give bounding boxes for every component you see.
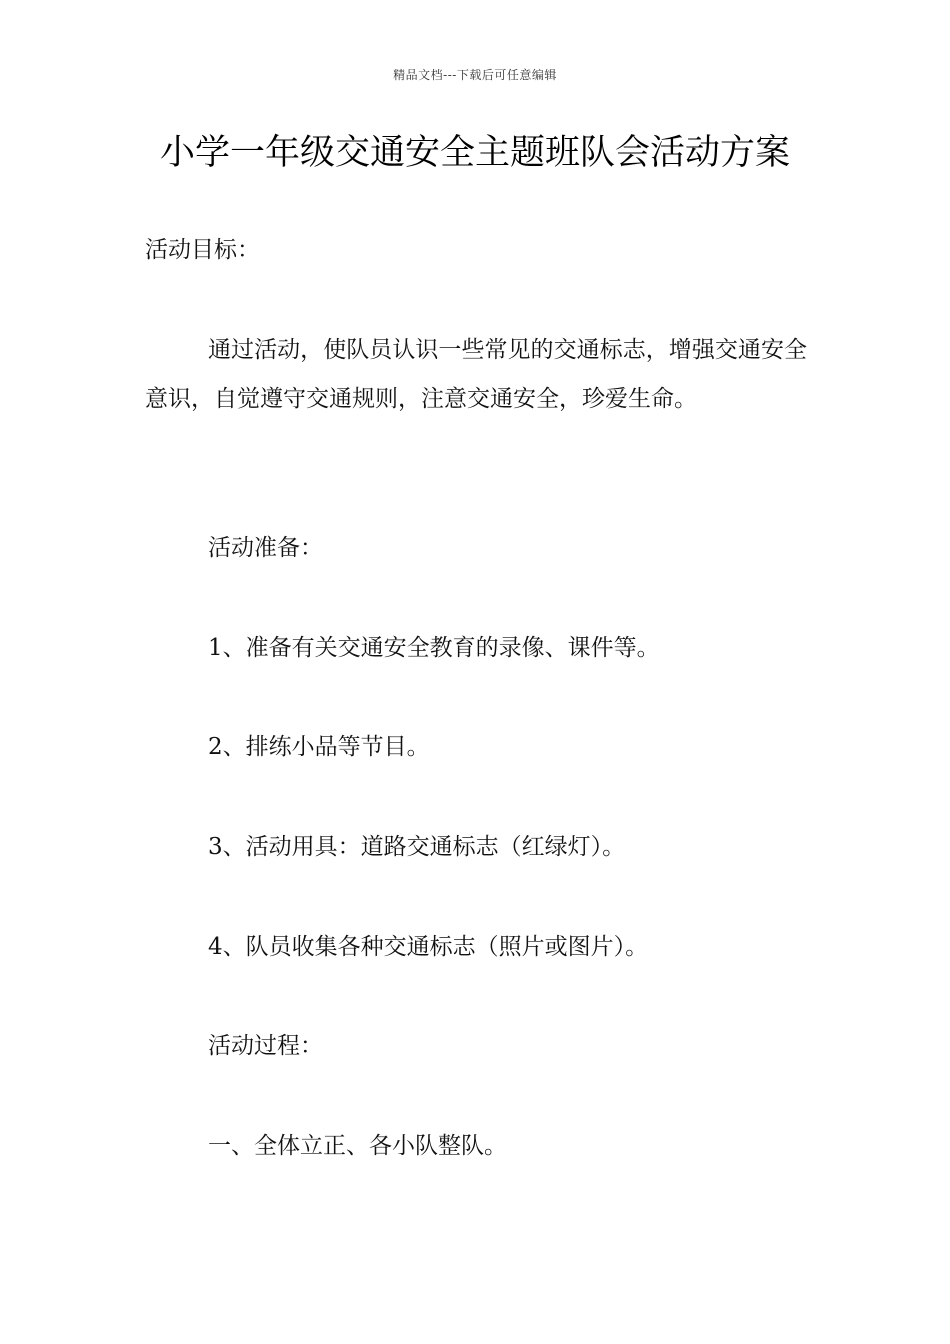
prep-item-2: 2、排练小品等节目。 [208, 734, 430, 760]
process-item-1: 一、全体立正、各小队整队。 [208, 1133, 507, 1159]
goal-heading: 活动目标： [145, 237, 260, 263]
document-title: 小学一年级交通安全主题班队会活动方案 [159, 133, 790, 173]
prep-heading: 活动准备： [208, 535, 323, 561]
prep-item-4: 4、队员收集各种交通标志（照片或图片）。 [208, 934, 649, 960]
prep-item-3: 3、活动用具：道路交通标志（红绿灯）。 [208, 834, 626, 860]
page-header: 精品文档---下载后可任意编辑 [393, 68, 557, 82]
process-heading: 活动过程： [208, 1033, 323, 1059]
prep-item-1: 1、准备有关交通安全教育的录像、课件等。 [208, 635, 660, 661]
goal-paragraph: 通过活动，使队员认识一些常见的交通标志，增强交通安全意识，自觉遵守交通规则，注意交通安全，珍爱生命。 [145, 337, 807, 412]
